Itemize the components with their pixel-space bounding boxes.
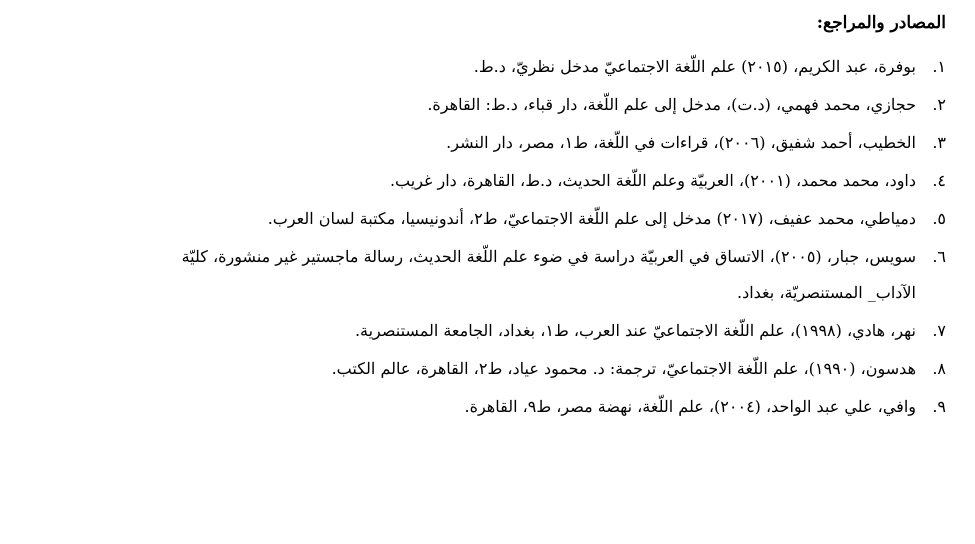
reference-item-4 [11,169,946,193]
reference-text: نهر، هادي، (١٩٩٨)، علم اللّغة الاجتماعيّ عند العرب، ط١، بغداد، الجامعة المستنصرية. [354,321,916,340]
reference-item-6 [11,245,946,305]
reference-number: ١. [932,57,946,76]
reference-text: دمياطي، محمد عفيف، (٢٠١٧) مدخل إلى علم اللّغة الاجتماعيّ، ط٢، أندونيسيا، مكتبة لسان العرب. [267,209,916,228]
reference-text: داود، محمد محمد، (٢٠٠١)، العربيّة وعلم اللّغة الحديث، د.ط، القاهرة، دار غريب. [389,171,916,190]
reference-text-line-2: الآداب_ المستنصريّة، بغداد. [737,283,916,302]
reference-number: ٢. [932,95,946,114]
reference-item-5 [11,207,946,231]
reference-number: ٧. [932,321,946,340]
reference-number: ٣. [932,133,946,152]
reference-number: ٥. [932,209,946,228]
reference-number: ٦. [932,247,946,266]
reference-text: بوفرة، عبد الكريم، (٢٠١٥) علم اللّغة الاجتماعيّ مدخل نظريّ، د.ط. [473,57,916,76]
reference-number: ٨. [932,359,946,378]
reference-text: هدسون، (١٩٩٠)، علم اللّغة الاجتماعيّ، ترجمة: د. محمود عياد، ط٢، القاهرة، عالم الكتب. [331,359,916,378]
reference-text: الخطيب، أحمد شفيق، (٢٠٠٦)، قراءات في اللّغة، ط١، مصر، دار النشر. [446,133,916,152]
reference-text-line-1: سويس، جبار، (٢٠٠٥)، الاتساق في العربيّة دراسة في ضوء علم اللّغة الحديث، رسالة ماجستير غير منشورة، كليّة [181,247,916,266]
reference-item-8 [11,357,946,381]
reference-number: ٩. [932,397,946,416]
reference-item-1 [11,55,946,79]
reference-text: وافي، علي عبد الواحد، (٢٠٠٤)، علم اللّغة، نهضة مصر، ط٩، القاهرة. [464,397,916,416]
reference-item-2 [11,93,946,117]
reference-text: حجازي، محمد فهمي، (د.ت)، مدخل إلى علم اللّغة، دار قباء، د.ط: القاهرة. [427,95,916,114]
references-list [11,55,946,433]
reference-item-7 [11,319,946,343]
reference-item-3 [11,131,946,155]
reference-number: ٤. [932,171,946,190]
reference-text [11,245,916,305]
reference-item-9 [11,395,946,419]
references-heading: المصادر والمراجع: [816,13,946,33]
